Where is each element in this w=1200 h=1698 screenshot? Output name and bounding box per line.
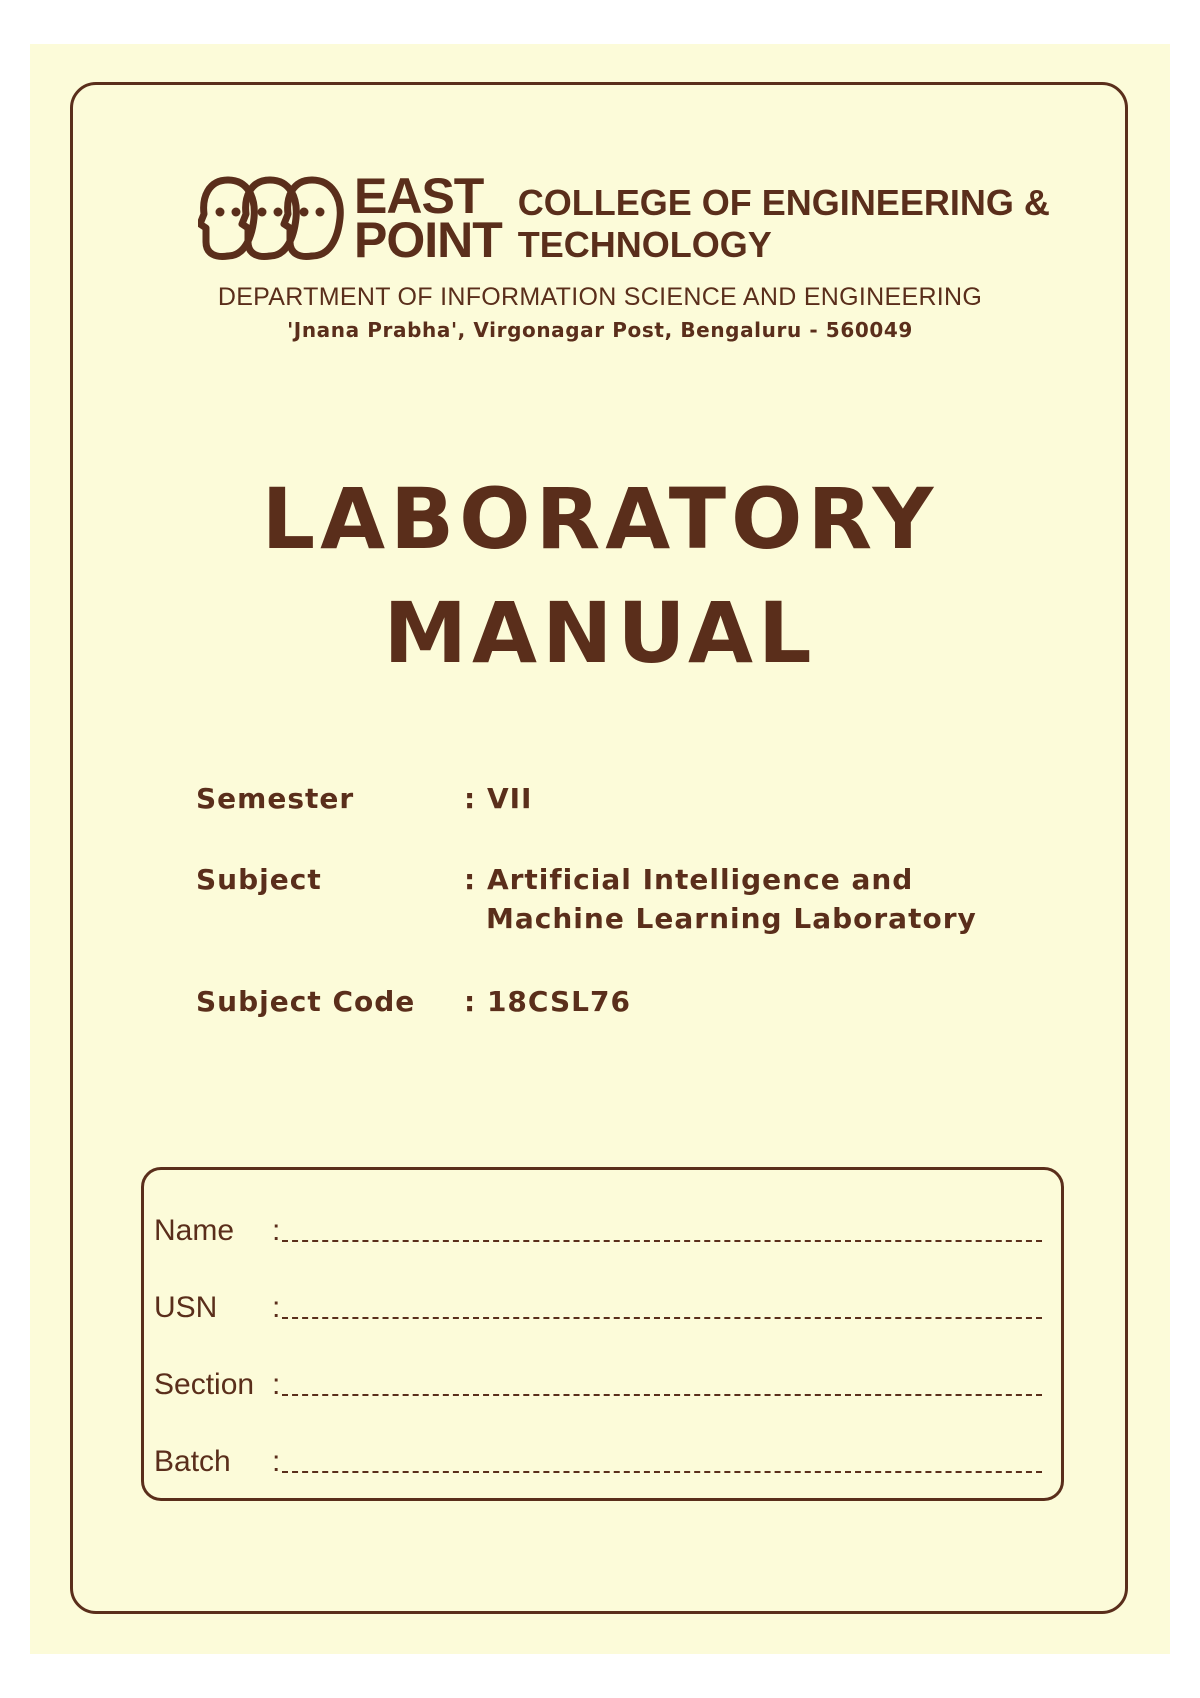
department-name: DEPARTMENT OF INFORMATION SCIENCE AND ENGINEERING bbox=[217, 283, 983, 311]
brand-point: POINT bbox=[354, 212, 502, 268]
college-name-line2: TECHNOLOGY bbox=[517, 224, 772, 265]
faces-logo-icon bbox=[198, 172, 346, 264]
batch-colon: : bbox=[272, 1445, 281, 1478]
college-logo-row bbox=[198, 168, 1050, 268]
college-brand bbox=[354, 168, 502, 268]
student-details-box bbox=[141, 1167, 1064, 1501]
subject-code-value: : 18CSL76 bbox=[464, 985, 631, 1018]
title-line-2: MANUAL bbox=[383, 584, 817, 682]
usn-field[interactable] bbox=[154, 1285, 1054, 1325]
section-label: Section bbox=[154, 1368, 255, 1401]
usn-label: USN bbox=[154, 1291, 218, 1324]
name-field[interactable] bbox=[154, 1208, 1054, 1248]
usn-colon: : bbox=[272, 1291, 281, 1324]
subject-value-line2: Machine Learning Laboratory bbox=[486, 902, 977, 935]
name-blank-line[interactable] bbox=[282, 1240, 1042, 1242]
section-colon: : bbox=[272, 1368, 281, 1401]
section-field[interactable] bbox=[154, 1362, 1054, 1402]
semester-value: : VII bbox=[464, 782, 533, 815]
subject-label: Subject bbox=[196, 863, 322, 896]
usn-blank-line[interactable] bbox=[282, 1317, 1042, 1319]
semester-label: Semester bbox=[196, 782, 355, 815]
college-name bbox=[518, 170, 1050, 266]
batch-label: Batch bbox=[154, 1445, 231, 1478]
college-address: 'Jnana Prabha', Virgonagar Post, Bengaluru - 560049 bbox=[287, 318, 913, 342]
name-label: Name bbox=[154, 1214, 235, 1247]
brand-east: EAST bbox=[354, 168, 484, 224]
document-title bbox=[0, 462, 1200, 690]
college-name-line1: COLLEGE OF ENGINEERING & bbox=[517, 182, 1050, 223]
name-colon: : bbox=[272, 1214, 281, 1247]
title-line-1: LABORATORY bbox=[261, 470, 939, 568]
section-blank-line[interactable] bbox=[282, 1394, 1042, 1396]
subject-value-line1: : Artificial Intelligence and bbox=[464, 863, 914, 896]
batch-field[interactable] bbox=[154, 1439, 1054, 1479]
subject-code-label: Subject Code bbox=[196, 985, 416, 1018]
subject-value bbox=[464, 863, 977, 935]
batch-blank-line[interactable] bbox=[282, 1471, 1042, 1473]
